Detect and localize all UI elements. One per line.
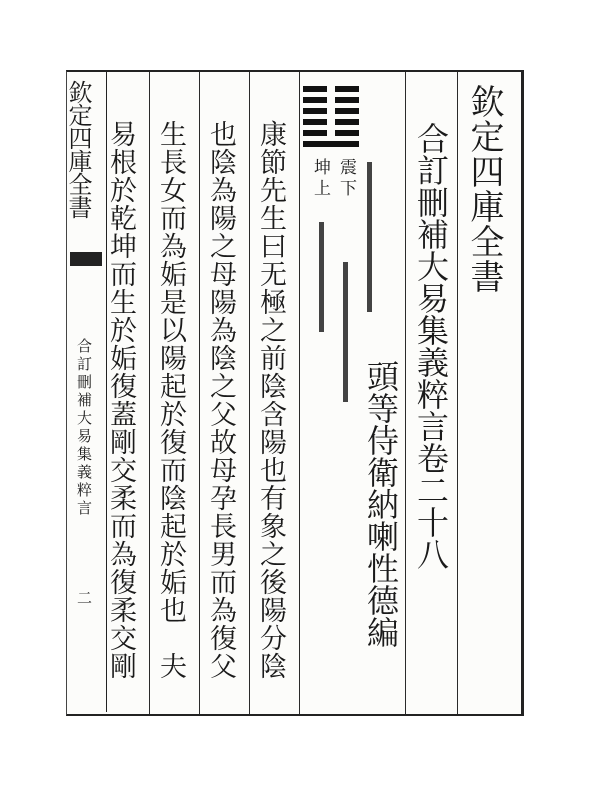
yin-line: [335, 119, 359, 125]
body-column-2: 也陰為陽之母陽為陰之父故母孕長男而為復父: [205, 120, 236, 680]
body-column-4: 易根於乾坤而生於姤復蓋剛交柔而為復柔交剛: [105, 120, 136, 680]
margin-block: [70, 252, 102, 266]
brush-stroke: [367, 162, 372, 312]
column-rule: [149, 72, 150, 714]
brush-stroke: [319, 222, 324, 332]
column-rule: [457, 72, 458, 714]
margin-book-title: 合訂刪補大易集義粹言: [75, 338, 93, 518]
library-title: 欽定四庫全書: [464, 84, 504, 294]
yin-line: [303, 119, 327, 125]
body-column-1: 康節先生曰无極之前陰含陽也有象之後陽分陰: [255, 120, 286, 680]
yin-line: [335, 130, 359, 136]
column-rule: [199, 72, 200, 714]
column-rule: [249, 72, 250, 714]
body-column-3: 生長女而為姤是以陽起於復而陰起於姤也 夫: [155, 120, 186, 680]
yang-line: [303, 141, 359, 147]
yin-line: [303, 86, 327, 92]
yin-line: [303, 108, 327, 114]
hexagram-upper-label: 坤上: [310, 158, 330, 200]
column-rule: [299, 72, 300, 714]
hexagram-fu: [303, 86, 359, 148]
yin-line: [303, 130, 327, 136]
margin-page-number: 二: [75, 590, 93, 608]
book-page: [66, 70, 524, 716]
book-title: 合訂刪補大易集義粹言卷二十八: [412, 122, 450, 570]
yin-line: [335, 108, 359, 114]
yin-line: [335, 86, 359, 92]
margin-library-title: 欽定四庫全書: [64, 80, 92, 218]
hexagram-lower-label: 震下: [336, 158, 356, 200]
column-rule: [405, 72, 406, 714]
yin-line: [303, 97, 327, 103]
compilers-line: 頭等侍衛納喇性德編: [362, 360, 400, 648]
brush-stroke: [343, 262, 348, 402]
yin-line: [335, 97, 359, 103]
